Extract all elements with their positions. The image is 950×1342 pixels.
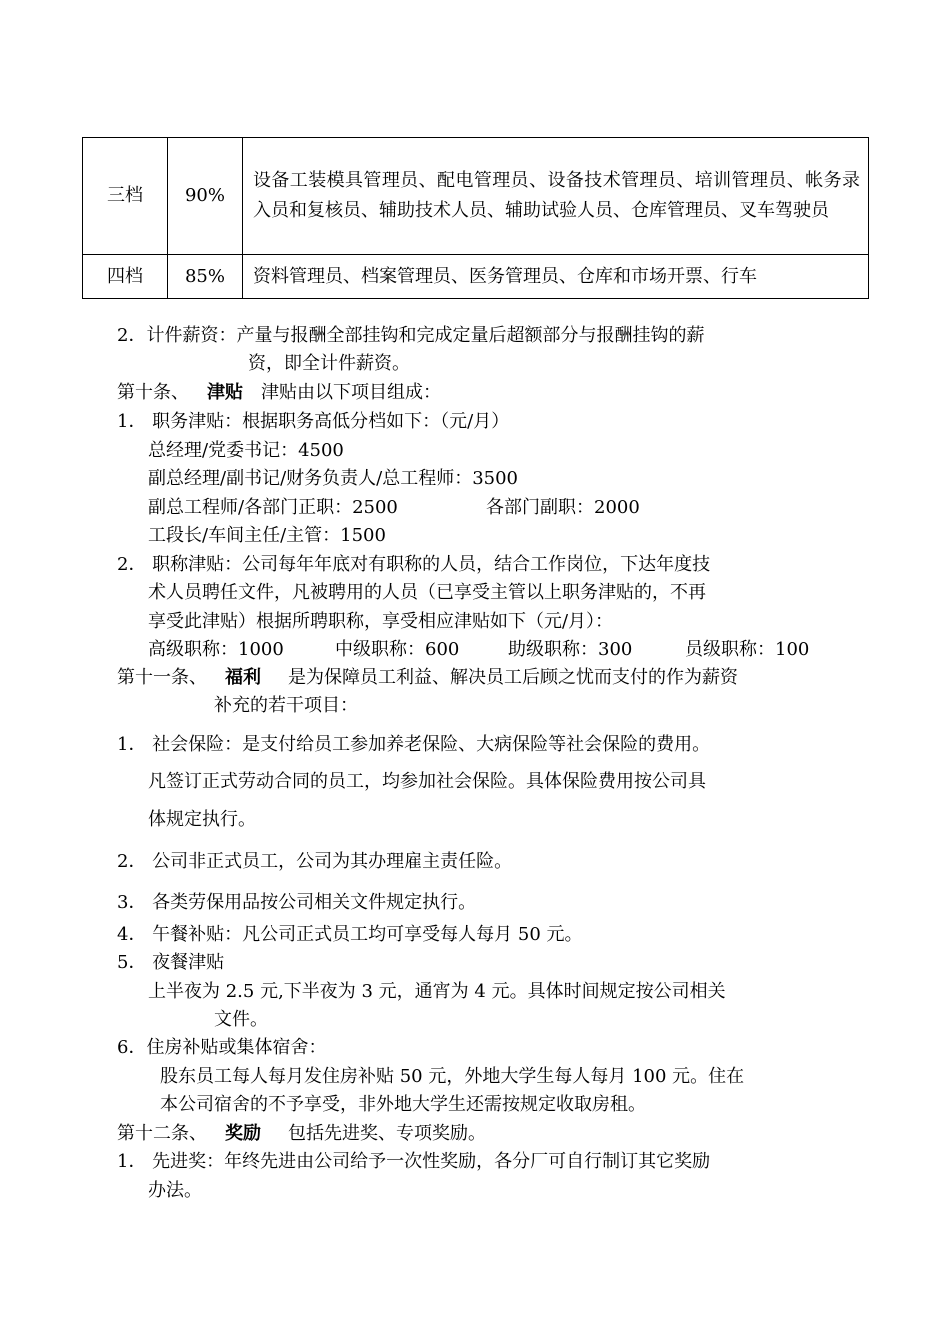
article-body: 津贴由以下项目组成： — [261, 382, 441, 403]
insurance-line: 体规定执行。 — [148, 809, 256, 830]
duty-allowance-item: 工段长/车间主任/主管：1500 — [148, 525, 386, 546]
employer-liability-line: 2． 公司非正式员工，公司为其办理雇主责任险。 — [117, 851, 513, 872]
piece-wage-line: 2．计件薪资：产量与报酬全部挂钩和完成定量后超额部分与报酬挂钩的薪 — [117, 325, 705, 346]
housing-line: 本公司宿舍的不予享受，非外地大学生还需按规定收取房租。 — [160, 1094, 646, 1115]
title-allowance-line: 术人员聘任文件，凡被聘用的人员（已享受主管以上职务津贴的，不再 — [148, 582, 706, 603]
article-body: 是为保障员工利益、解决员工后顾之忧而支付的作为薪资 — [288, 667, 738, 688]
article-title: 津贴 — [207, 382, 243, 403]
description-cell: 资料管理员、档案管理员、医务管理员、仓库和市场开票、行车 — [243, 255, 869, 299]
duty-allowance-item: 副总经理/副书记/财务负责人/总工程师：3500 — [148, 468, 519, 489]
article-body: 包括先进奖、专项奖励。 — [288, 1123, 486, 1144]
housing-title: 6．住房补贴或集体宿舍： — [117, 1037, 327, 1058]
grade-table — [82, 137, 869, 299]
title-level: 员级职称：100 — [685, 639, 810, 660]
article-title: 福利 — [225, 667, 261, 688]
article-number: 第十条、 — [117, 382, 189, 403]
article-title: 奖励 — [225, 1123, 261, 1144]
title-allowance-line: 享受此津贴）根据所聘职称，享受相应津贴如下（元/月）： — [148, 611, 614, 632]
article-number: 第十一条、 — [117, 667, 207, 688]
description-cell: 设备工装模具管理员、配电管理员、设备技术管理员、培训管理员、帐务录入员和复核员、辅助技术人员、辅助试验人员、仓库管理员、叉车驾驶员 — [243, 138, 869, 255]
labor-supplies-line: 3． 各类劳保用品按公司相关文件规定执行。 — [117, 892, 477, 913]
housing-line: 股东员工每人每月发住房补贴 50 元，外地大学生每人每月 100 元。住在 — [160, 1066, 745, 1087]
insurance-line: 凡签订正式劳动合同的员工，均参加社会保险。具体保险费用按公司具 — [148, 771, 706, 792]
advanced-award-line: 1． 先进奖：年终先进由公司给予一次性奖励，各分厂可自行制订其它奖励 — [117, 1151, 711, 1172]
night-allowance-line: 上半夜为 2.5 元,下半夜为 3 元，通宵为 4 元。具体时间规定按公司相关 — [148, 981, 726, 1002]
insurance-line: 1． 社会保险：是支付给员工参加养老保险、大病保险等社会保险的费用。 — [117, 734, 711, 755]
title-level: 助级职称：300 — [508, 639, 633, 660]
duty-allowance-item: 副总工程师/各部门正职：2500 — [148, 497, 398, 518]
article-number: 第十二条、 — [117, 1123, 207, 1144]
night-allowance-title: 5． 夜餐津贴 — [117, 952, 225, 973]
duty-allowance-item: 总经理/党委书记：4500 — [148, 440, 344, 461]
advanced-award-line: 办法。 — [148, 1180, 202, 1201]
lunch-allowance-line: 4． 午餐补贴：凡公司正式员工均可享受每人每月 50 元。 — [117, 924, 583, 945]
table-row — [83, 138, 869, 255]
percent-cell: 85% — [168, 255, 243, 299]
percent-cell: 90% — [168, 138, 243, 255]
duty-allowance-item: 各部门副职：2000 — [486, 497, 640, 518]
article-10-heading — [117, 379, 441, 407]
grade-cell: 四档 — [83, 255, 168, 299]
article-12-heading — [117, 1120, 486, 1148]
title-level: 高级职称：1000 — [148, 639, 284, 660]
duty-allowance-title: 1． 职务津贴：根据职务高低分档如下：（元/月） — [117, 411, 510, 432]
title-level: 中级职称：600 — [335, 639, 460, 660]
night-allowance-line: 文件。 — [214, 1009, 268, 1030]
table-row — [83, 255, 869, 299]
article-11-heading — [117, 664, 738, 692]
grade-cell: 三档 — [83, 138, 168, 255]
title-allowance-line: 2． 职称津贴：公司每年年底对有职称的人员，结合工作岗位，下达年度技 — [117, 554, 711, 575]
article-body: 补充的若干项目： — [214, 695, 358, 716]
piece-wage-line: 资，即全计件薪资。 — [248, 353, 410, 374]
